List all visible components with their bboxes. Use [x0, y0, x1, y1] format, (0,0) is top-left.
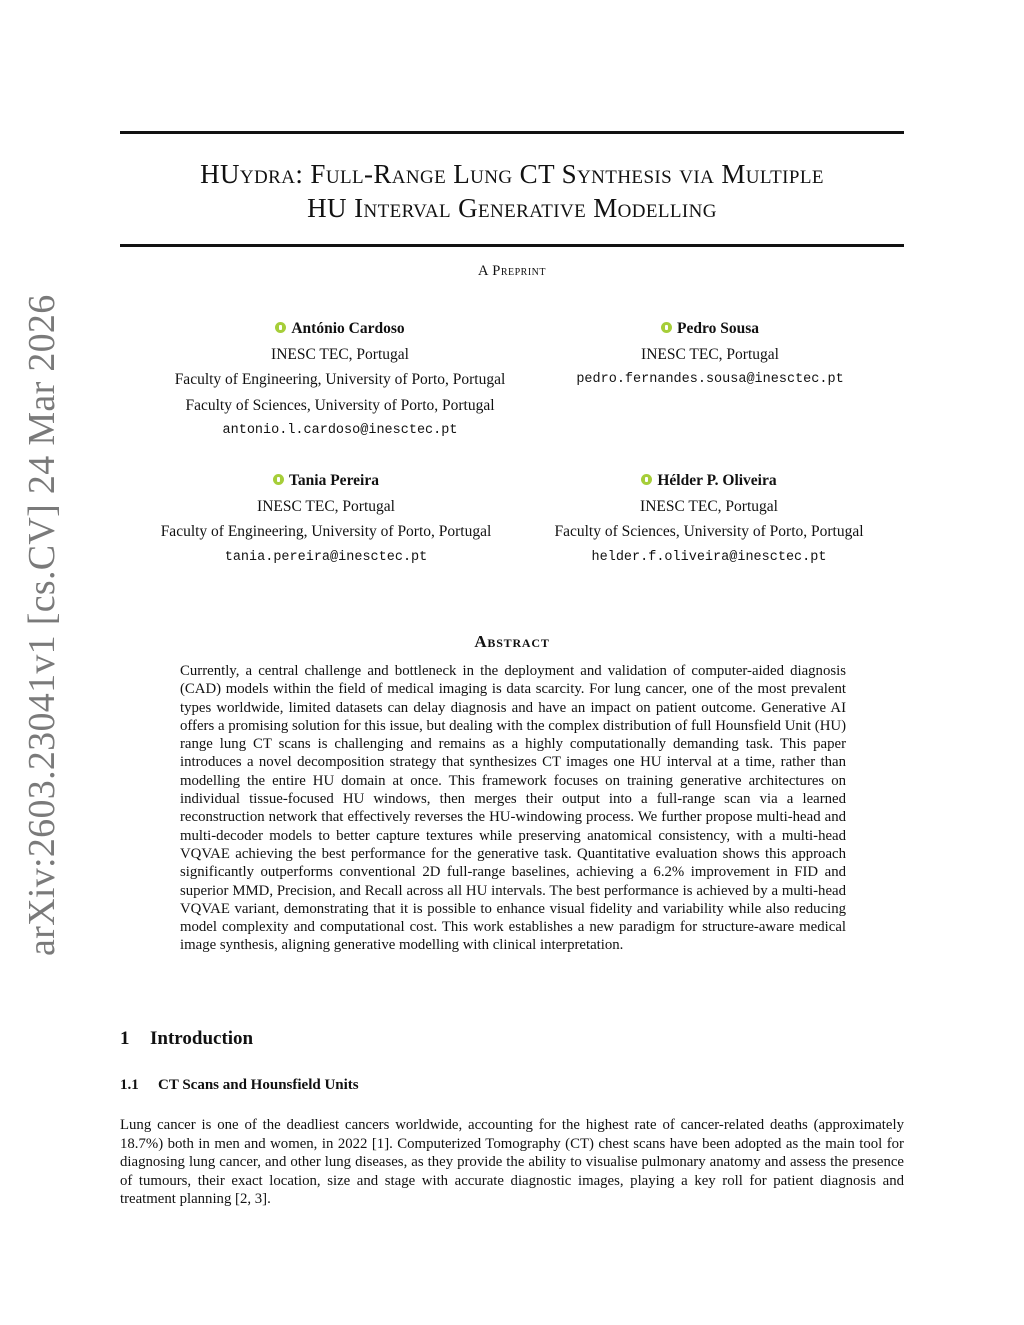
author-affiliation: Faculty of Engineering, University of Porto, Portugal — [174, 371, 506, 388]
orcid-icon[interactable] — [275, 322, 286, 333]
subsection-title: CT Scans and Hounsfield Units — [158, 1077, 359, 1093]
title-bottom-rule — [120, 244, 904, 247]
author-affiliation: INESC TEC, Portugal — [640, 497, 778, 515]
author-block-pereira — [140, 468, 512, 570]
author-name: Tania Pereira — [289, 472, 379, 489]
abstract-text: Currently, a central challenge and bottleneck in the deployment and validation of computer-aided diagnosis (CAD) models within the field of medical imaging is data scarcity. For lung cancer, one of the most prevalent types worldwide, limited datasets can delay diagnosis and have an impact on patient outcome. Generative AI offers a promising solution for this issue, but dealing with the complex distribution of full Hounsfield Unit (HU) range lung CT scans is challenging and remains as a highly computationally demanding task. This paper introduces a novel decomposition strategy that synthesizes CT images one HU interval at a time, rather than modelling the entire HU domain at once. This framework focuses on training generative architectures on individual tissue-focused HU windows, then merges their output into a full-range scan via a learned reconstruction network that effectively reverses the HU-windowing process. We further propose multi-head and multi-decoder models to better capture textures while preserving anatomical consistency, with a multi-head VQVAE achieving the best performance for the generative task. Quantitative evaluation shows this approach significantly outperforms conventional 2D full-range baselines, achieving a 6.2% improvement in FID and superior MMD, Precision, and Recall across all HU intervals. The best performance is achieved by a multi-head VQVAE variant, demonstrating that it is possible to enhance visual fidelity and variability while also reducing model complexity and computational cost. This work establishes a new paradigm for structure-aware medical image synthesis, aligning generative modelling with clinical interpretation. — [180, 663, 846, 954]
author-affiliation: INESC TEC, Portugal — [641, 345, 779, 363]
title-line-2: HU Interval Generative Modelling — [307, 193, 717, 223]
abstract-heading: Abstract — [474, 632, 550, 651]
intro-paragraph: Lung cancer is one of the deadliest cancers worldwide, accounting for the highest rate of cancer-related deaths (approximately 18.7%) both in men and women, in 2022 [1]. Computerized Tomography (CT) chest scans have been adopted as the main tool for diagnosing lung cancer, and other lung diseases, as they provide the ability to visualise pulmonary anatomy and assess the presence of tumours, their exact location, size and stage with accurate diagnostic images, playing a key roll for patient diagnosis and treatment planning [2, 3]. — [120, 1117, 904, 1208]
section-title: Introduction — [150, 1028, 254, 1049]
author-block-cardoso — [140, 316, 540, 444]
preprint-label: A Preprint — [477, 263, 547, 279]
author-block-oliveira — [535, 468, 883, 570]
orcid-icon[interactable] — [273, 474, 284, 485]
subsection-heading — [120, 1077, 359, 1094]
arxiv-identifier: arXiv:2603.23041v1 [cs.CV] 24 Mar 2026 — [21, 294, 63, 956]
author-affiliation: Faculty of Sciences, University of Porto, Portugal — [554, 523, 864, 540]
author-email[interactable]: pedro.fernandes.sousa@inesctec.pt — [576, 372, 844, 387]
author-affiliation: Faculty of Engineering, University of Porto, Portugal — [160, 523, 492, 540]
orcid-icon[interactable] — [641, 474, 652, 485]
author-affiliation: Faculty of Sciences, University of Porto, Portugal — [185, 396, 495, 414]
author-email[interactable]: helder.f.oliveira@inesctec.pt — [591, 549, 827, 565]
author-email[interactable]: antonio.l.cardoso@inesctec.pt — [222, 423, 458, 438]
author-email[interactable]: tania.pereira@inesctec.pt — [224, 549, 428, 565]
paper-title — [120, 157, 904, 225]
author-name: António Cardoso — [291, 320, 405, 337]
author-affiliation: INESC TEC, Portugal — [257, 497, 395, 515]
section-heading-introduction — [120, 1028, 253, 1050]
author-affiliation: INESC TEC, Portugal — [271, 345, 409, 363]
section-number: 1 — [120, 1028, 130, 1049]
title-line-1: HUydra: Full-Range Lung CT Synthesis via Multiple — [200, 159, 824, 189]
author-name: Pedro Sousa — [677, 320, 759, 337]
title-top-rule — [120, 131, 904, 134]
orcid-icon[interactable] — [661, 322, 672, 333]
subsection-number: 1.1 — [120, 1077, 139, 1093]
author-block-sousa — [560, 316, 860, 393]
author-name: Hélder P. Oliveira — [657, 472, 777, 489]
